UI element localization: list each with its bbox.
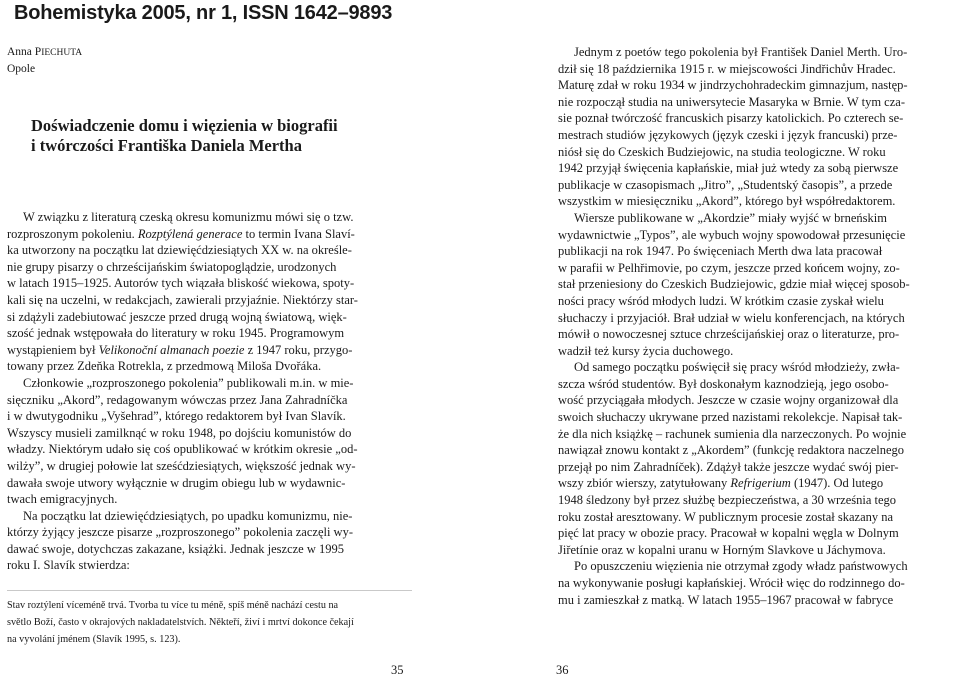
- text-line: stał przeniesiony do Czeskich Budziejowic, gdzie miał więcej sposob-: [558, 277, 910, 292]
- text-line: towany przez Zdeňka Rotrekla, z przedmową Miloša Dvořáka.: [7, 359, 322, 374]
- quote-line: Stav roztýlení víceméně trvá. Tvorba tu více tu méně, spíš méně nachází cestu na: [7, 600, 339, 611]
- text-line: wystąpieniem był Velikonoční almanach poezie z 1947 roku, przygo-: [7, 342, 353, 357]
- text-line: W związku z literaturą czeską okresu komunizmu mówi się o tzw.: [23, 210, 354, 224]
- text-line: wilży”, w drugiej połowie lat sześćdziesiątych, większość jednak wy-: [7, 458, 356, 473]
- text-line: słuchaczy i przyjaciół. Brał udział w wielu konferencjach, na których: [558, 310, 905, 325]
- text-line: twach emigracyjnych.: [7, 492, 118, 507]
- text-line: si zdążyli zadebiutować jeszcze przed drugą wojną światową, więk-: [7, 309, 347, 324]
- text-line: roku został aresztowany. W publicznym procesie został skazany na: [558, 509, 894, 524]
- text-line: mu i zamieszkał z matką. W latach 1955–1967 pracował w fabryce: [558, 592, 894, 607]
- italic-term: Velikonoční almanach poezie: [98, 342, 245, 357]
- article-title: [31, 116, 412, 156]
- quote-line: na vyvolání jménem (Slavík 1995, s. 123).: [7, 634, 181, 645]
- page-number-right: 36: [556, 663, 569, 677]
- text-line: wadził też kursy życia duchowego.: [558, 343, 734, 358]
- footnote-divider: [7, 590, 412, 591]
- text-line: przejął po nim Zahradníček). Zdążył także jeszcze wydać swój pier-: [558, 459, 899, 474]
- text-line: dził się 18 października 1915 r. w miejscowości Jindřichův Hradec.: [558, 61, 896, 76]
- page-number-left: 35: [391, 663, 404, 677]
- text-line: sięczniku „Akord”, redagowanym wówczas przez Jana Zahradníčka: [7, 392, 348, 407]
- title-line: i twórczości Františka Daniela Mertha: [31, 136, 302, 155]
- text-line: publikacji na rok 1947. Po święceniach Merth dwa lata pracował: [558, 244, 883, 259]
- quotation-block: [7, 597, 412, 648]
- text-line: mówił o nowoczesnej sztuce chrześcijańskiej oraz o literaturze, pro-: [558, 327, 900, 342]
- text-line: Po opuszczeniu więzienia nie otrzymał zgody władz państwowych: [574, 559, 908, 574]
- text-line: na wykonywanie posługi kapłańskiej. Wrócił więc do rodzinnego do-: [558, 576, 905, 590]
- text-line: Od samego początku poświęcił się pracy wśród młodzieży, zwła-: [574, 360, 900, 375]
- text-line: nie rozpoczął studia na uniwersytecie Masaryka w Brnie. W tym cza-: [558, 94, 905, 109]
- text-line: Członkowie „rozproszonego pokolenia” publikowali m.in. w mie-: [23, 375, 354, 390]
- text-line: nawiązał znowu kontakt z „Akordem” (funkcję redaktora naczelnego: [558, 443, 905, 458]
- text-line: kali się na uczelni, w redakcjach, zawierali przyjaźnie. Niektórzy star-: [7, 292, 358, 307]
- title-line: Doświadczenie domu i więzienia w biografii: [31, 116, 338, 135]
- text-line: wość przyciągała młodych. Jeszcze w czasie wojny organizował dla: [558, 393, 899, 408]
- text-line: 1942 przyjął święcenia kapłańskie, miał już wtedy za sobą pierwsze: [558, 161, 899, 176]
- text-line: wydawnictwie „Typos”, ale wybuch wojny spowodował przesunięcie: [558, 227, 906, 242]
- author-name: Anna PIECHUTA: [7, 46, 83, 58]
- text-line: ka utworzony na początku lat dziewięćdziesiątych XX w. na określe-: [7, 243, 352, 258]
- text-line: że dla nich książkę – rachunek sumienia dla narzeczonych. Po wojnie: [558, 426, 907, 441]
- text-line: Wszyscy musieli zamilknąć w roku 1948, po dojściu komunistów do: [7, 425, 352, 440]
- text-line: wszy zbiór wierszy, zatytułowany Refrigerium (1947). Od lutego: [558, 476, 884, 491]
- text-line: w parafii w Pelhřimovie, po czym, jeszcze przed końcem wojny, zo-: [558, 260, 900, 275]
- text-line: szcza wśród studentów. Był doskonałym kaznodzieją, jego osobo-: [558, 376, 889, 391]
- text-line: którzy żyjący jeszcze pisarze „rozproszonego” pokolenia zaczęli wy-: [7, 525, 353, 540]
- text-line: Na początku lat dziewięćdziesiątych, po upadku komunizmu, nie-: [23, 508, 353, 523]
- text-line: niósł się do Czeskich Budziejowic, na studia teologiczne. W roku: [558, 144, 886, 159]
- italic-term: Refrigerium: [730, 476, 791, 491]
- left-column: [7, 44, 412, 574]
- text-line: nie grupy pisarzy o chrześcijańskim światopoglądzie, urodzonych: [7, 259, 337, 274]
- text-line: Wiersze publikowane w „Akordzie” miały wyjść w brneńskim: [574, 210, 887, 225]
- italic-term: Rozptýlená generace: [137, 226, 243, 241]
- text-line: Jednym z poetów tego pokolenia był František Daniel Merth. Uro-: [574, 45, 908, 59]
- text-line: mestrach studiów językowych (język czeski i język francuski) prze-: [558, 127, 898, 142]
- text-line: dawać swoje, dotychczas zakazane, książki. Jednak jeszcze w 1995: [7, 541, 344, 556]
- text-line: 1948 śledzony był przez służbę bezpieczeństwa, a 30 września tego: [558, 493, 897, 508]
- text-line: ności pracy wśród młodych ludzi. W krótkim czasie zyskał wielu: [558, 293, 884, 308]
- text-line: w latach 1915–1925. Autorów tych wiązała bliskość wiekowa, spoty-: [7, 276, 355, 291]
- text-line: Maturę zdał w roku 1934 w jindrzychohradeckim gimnazjum, następ-: [558, 78, 908, 93]
- body-paragraphs: [7, 209, 412, 574]
- text-line: rozproszonym pokoleniu. Rozptýlená generace to termin Ivana Slaví-: [7, 226, 355, 241]
- right-column: [558, 44, 960, 608]
- journal-header: Bohemistyka 2005, nr 1, ISSN 1642–9893: [14, 2, 393, 24]
- text-line: Jiřetínie oraz w kopalni uranu w Horným Slavkove u Jáchymova.: [558, 542, 886, 557]
- text-line: pięć lat pracy w obozie pracy. Pracował w kopalni węgla w Dolnym: [558, 526, 899, 541]
- text-line: swoich słuchaczy ukrywane przed nazistami rekolekcje. Napisał tak-: [558, 410, 903, 425]
- text-line: i w dwutygodniku „Vyšehrad”, którego redaktorem był Ivan Slavík.: [7, 409, 346, 424]
- text-line: władzy. Niektórym udało się coś opublikować w krótkim okresie „od-: [7, 442, 358, 457]
- author-place: Opole: [7, 63, 36, 75]
- text-line: wszystkim w miesięczniku „Akord”, którego był współredaktorem.: [558, 194, 896, 209]
- text-line: dawała swoje utwory wyłącznie w drugim obiegu lub w wydawnic-: [7, 475, 346, 490]
- text-line: szość jednak wstępowała do literatury w roku 1945. Programowym: [7, 326, 345, 341]
- text-line: roku I. Slavík stwierdza:: [7, 558, 130, 573]
- quote-line: světlo Boží, často v okrajových nakladatelstvích. Někteří, živí i mrtví dokonce čekají: [7, 617, 354, 628]
- text-line: publikacje w czasopismach „Jitro”, „Studentský časopis”, a przede: [558, 177, 893, 192]
- text-line: sie poznał twórczość francuskich pisarzy katolickich. Po czterech se-: [558, 111, 904, 126]
